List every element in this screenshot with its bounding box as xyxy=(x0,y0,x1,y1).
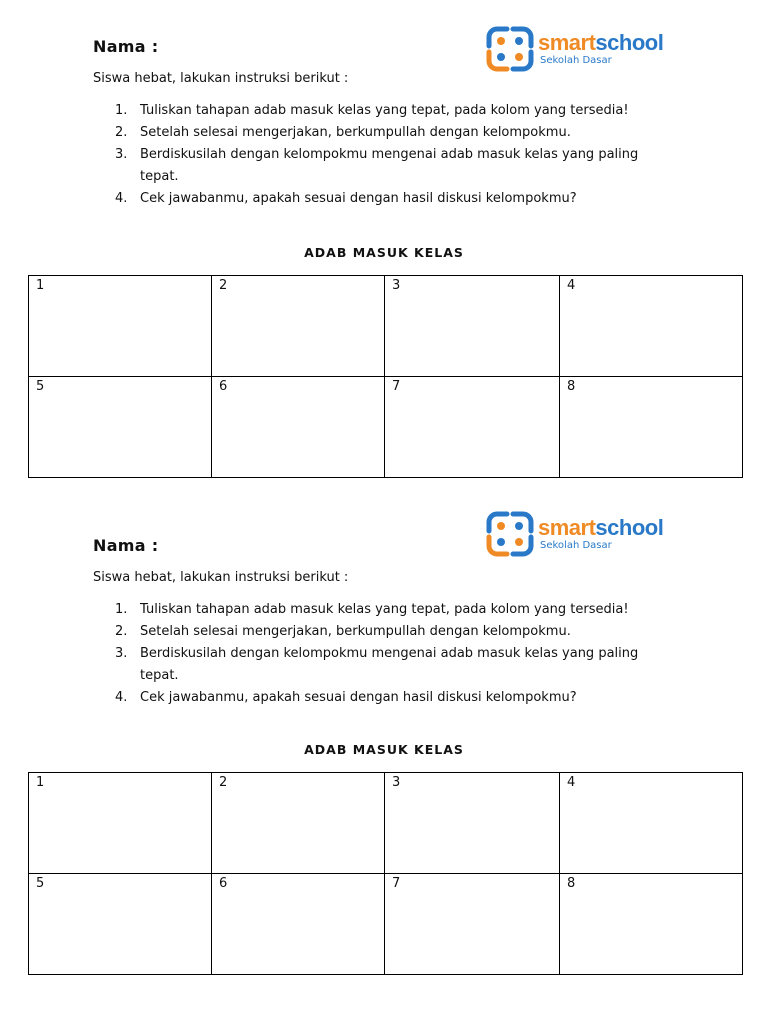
answer-cell[interactable]: 4 xyxy=(560,773,743,874)
answer-cell[interactable]: 8 xyxy=(560,874,743,975)
answer-cell[interactable]: 2 xyxy=(212,773,385,874)
intro-text: Siswa hebat, lakukan instruksi berikut : xyxy=(93,71,349,86)
worksheet-bottom xyxy=(0,497,768,997)
answer-cell[interactable]: 4 xyxy=(560,276,743,377)
answer-cell[interactable]: 5 xyxy=(29,377,212,478)
logo-subtitle: Sekolah Dasar xyxy=(540,55,612,66)
answer-table xyxy=(28,772,743,975)
answer-cell[interactable]: 1 xyxy=(29,276,212,377)
answer-cell[interactable]: 1 xyxy=(29,773,212,874)
name-label: Nama : xyxy=(93,536,159,555)
smartschool-logo xyxy=(485,509,685,561)
smartschool-logo-mark-icon xyxy=(485,509,535,559)
table-row xyxy=(29,377,743,478)
table-title: ADAB MASUK KELAS xyxy=(304,742,464,757)
answer-cell[interactable]: 2 xyxy=(212,276,385,377)
instruction-list xyxy=(98,599,678,709)
name-label: Nama : xyxy=(93,37,159,56)
instruction-item: 4. Cek jawabanmu, apakah sesuai dengan hasil diskusi kelompokmu? xyxy=(115,690,577,705)
intro-text: Siswa hebat, lakukan instruksi berikut : xyxy=(93,570,349,585)
answer-cell[interactable]: 3 xyxy=(385,276,560,377)
table-title: ADAB MASUK KELAS xyxy=(304,245,464,260)
instruction-item: 1. Tuliskan tahapan adab masuk kelas yang tepat, pada kolom yang tersedia! xyxy=(115,103,629,118)
table-row xyxy=(29,874,743,975)
instruction-item: 3. Berdiskusilah dengan kelompokmu mengenai adab masuk kelas yang paling tepat. xyxy=(115,646,639,683)
answer-cell[interactable]: 6 xyxy=(212,874,385,975)
table-row xyxy=(29,773,743,874)
logo-brand-name: smartschool xyxy=(538,30,664,55)
answer-cell[interactable]: 6 xyxy=(212,377,385,478)
instruction-item: 3. Berdiskusilah dengan kelompokmu mengenai adab masuk kelas yang paling tepat. xyxy=(115,147,639,184)
answer-table xyxy=(28,275,743,478)
worksheet-top xyxy=(0,0,768,500)
answer-cell[interactable]: 3 xyxy=(385,773,560,874)
instruction-item: 4. Cek jawabanmu, apakah sesuai dengan hasil diskusi kelompokmu? xyxy=(115,191,577,206)
answer-cell[interactable]: 7 xyxy=(385,377,560,478)
instruction-item: 1. Tuliskan tahapan adab masuk kelas yang tepat, pada kolom yang tersedia! xyxy=(115,602,629,617)
answer-cell[interactable]: 5 xyxy=(29,874,212,975)
instruction-list xyxy=(98,100,678,210)
answer-cell[interactable]: 7 xyxy=(385,874,560,975)
smartschool-logo-mark-icon xyxy=(485,24,535,74)
logo-subtitle: Sekolah Dasar xyxy=(540,540,612,551)
answer-cell[interactable]: 8 xyxy=(560,377,743,478)
instruction-item: 2. Setelah selesai mengerjakan, berkumpullah dengan kelompokmu. xyxy=(115,125,571,140)
table-row xyxy=(29,276,743,377)
instruction-item: 2. Setelah selesai mengerjakan, berkumpullah dengan kelompokmu. xyxy=(115,624,571,639)
logo-brand-name: smartschool xyxy=(538,515,664,540)
smartschool-logo xyxy=(485,24,685,76)
